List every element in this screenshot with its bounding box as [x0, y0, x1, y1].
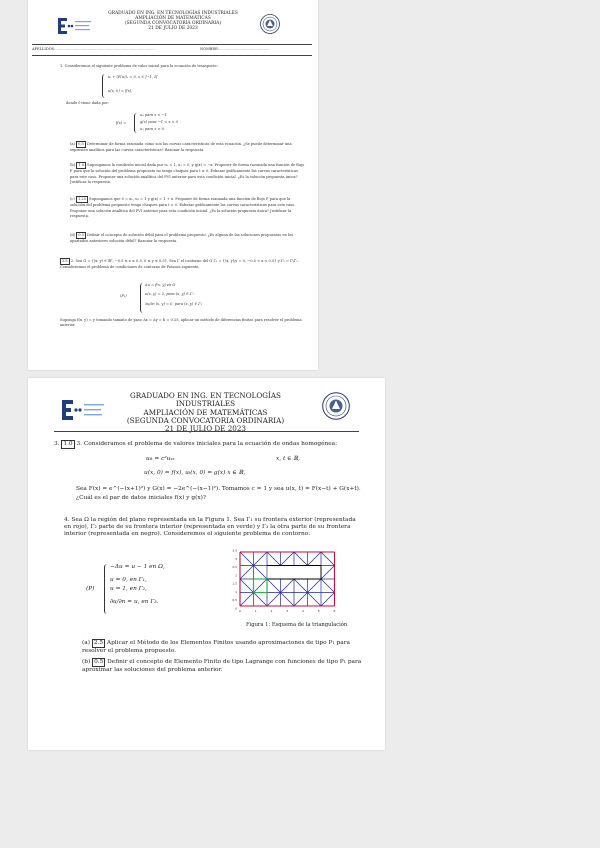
q3-eq-1: uₜₜ = c²uₓₓ	[146, 456, 175, 462]
exam-page-1	[28, 0, 318, 370]
mesh-edge	[321, 566, 335, 580]
x-tick-label: 2	[270, 609, 273, 613]
mesh-edge	[321, 579, 335, 593]
q4-label-P: (P)	[86, 586, 95, 592]
q4a-item: (a) 2.5 Aplicar el Método de los Elementos Finitos usando aproximaciones de tipo P₁ para resolver el problema propuesto.	[82, 640, 350, 655]
q1d-text: Definir el concepto de solución débil para el problema propuesto. ¿Es alguna de las soluciones propuestas en los apartados anteriores solución débil? Razonar la respuesta.	[70, 233, 294, 244]
header-line-2: AMPLIACIÓN DE MATEMÁTICAS	[135, 16, 211, 22]
y-tick-label: 1.5	[232, 581, 237, 586]
header-line-1: GRADUADO EN ING. EN TECNOLOGÍAS INDUSTRIALES	[130, 391, 281, 409]
triangulation-figure	[224, 548, 344, 618]
q1b-item: (b) 1.0 Supongamos la condición inicial dada por u₀ = 1, u₁ = 0, y g(x) = −x. Proponer de forma razonada una función de flujo F para que la solución del problema propuesto no tenga choques para t ≥ 0. Esbozar gráficamente las curvas características para este caso. Proponer una solución analítica del PVI anterior para esta condición inicial. ¿Es la solución propuesta única? Justificar la respuesta.	[70, 163, 305, 185]
y-tick-label: 0	[235, 606, 237, 611]
mesh-edge	[254, 552, 268, 566]
university-seal-icon	[260, 14, 280, 34]
mesh-edge	[321, 593, 335, 607]
q3-eq-1-domain: x, t ∈ ℝ,	[276, 456, 300, 462]
figure-caption: Figura 1: Esquema de la triangulación	[246, 622, 348, 628]
x-tick-label: 0	[239, 609, 241, 613]
university-logo-icon	[62, 400, 110, 420]
mesh-ticks	[232, 549, 335, 614]
q4-eq-2: u = 0, en Γ₁,	[110, 577, 147, 583]
mesh-edge	[308, 593, 322, 607]
mesh-edge	[308, 579, 322, 593]
q4-eq-1: −Δu = u − 1 en Ω,	[110, 564, 165, 570]
y-tick-label: 1	[235, 589, 237, 594]
q1a-item: (a) 0.5 Determinar de forma razonada cómo son las curvas características de esta ecuación. ¿Se puede determinar una expresión analítica para las curvas características? Razonar la respuesta.	[70, 142, 292, 153]
mesh-edge	[267, 579, 281, 593]
mesh-edge	[281, 552, 295, 566]
q1b-score-badge: 1.0	[76, 162, 86, 169]
q2-intro: 2.5 2. Sea Ω = {(x, y) ∈ ℝ², −0.5 ≤ x ≤ 0.5, 0 ≤ y ≤ 0.5}. Sea Γ el contorno del Ω Γ₁ = {(x, y)/y = 0, −0.5 < x < 0.5} y Γ₂ = Γ\Γ₁. Consideremos el problema de condiciones de contorno de Poisson siguiente,	[60, 259, 299, 270]
q3-intro: 3. 1.0 3. Consideramos el problema de valores iniciales para la ecuación de ondas homogénea:	[54, 440, 364, 449]
header-line-2: AMPLIACIÓN DE MATEMÁTICAS	[143, 407, 268, 417]
q1d-item: (d) 0.5 Definir el concepto de solución débil para el problema propuesto. ¿Es alguna de las soluciones propuestas en los apartados anteriores solución débil? Razonar la respuesta.	[70, 233, 294, 244]
x-tick-label: 5	[317, 609, 320, 613]
q2-outro: Suponga f(x, y) = y tomando tamaño de paso Δx = Δy = h = 0.25, aplicar un método de diferencias finitas para resolver el problema anterior.	[60, 318, 302, 328]
header-line-4: 21 DE JULIO DE 2023	[164, 424, 247, 434]
q4-eq-4: ∂u/∂n = u, en Γ₃.	[110, 599, 159, 605]
university-logo-icon	[58, 18, 98, 34]
page2-header	[108, 392, 303, 433]
q1d-score-badge: 0.5	[76, 232, 86, 239]
mesh-edge	[240, 579, 254, 593]
q1-where: donde f viene dada por:	[66, 101, 110, 105]
q2-eq-2: u(x, y) = 2, para (x, y) ∈ Γ₁	[145, 292, 194, 296]
mesh-edge	[240, 566, 254, 580]
q4-intro: 4. Sea Ω la región del plano representada en la Figura 1. Sea Γ₁ su frontera exterior (representada en rojo), Γ₂ parte de su frontera interior (representada en verde) y Γ₃ la otra parte de su frontera interior (representada en negro). Consideremos el siguiente problema de contorno:	[64, 517, 356, 538]
y-tick-label: 0.5	[232, 598, 237, 603]
q4a-text: Aplicar el Método de los Elementos Finitos usando aproximaciones de tipo P₁ para resolver el problema propuesto.	[82, 640, 350, 655]
q1-f-row-2: g(x) para −1 < x < 0	[140, 120, 178, 124]
mesh-edge	[254, 579, 268, 593]
q1a-text: Determinar de forma razonada cómo son las curvas características de esta ecuación. ¿Se puede determinar una expresión analítica para las curvas características? Razonar la respuesta.	[70, 142, 292, 153]
mesh-hole	[267, 566, 320, 579]
q1-f-row-3: u₁ para x > 0	[140, 127, 164, 131]
mesh-edge	[321, 552, 335, 566]
x-tick-label: 6	[333, 609, 336, 613]
mesh-edge	[254, 593, 268, 607]
q3-score-badge: 1.0	[61, 440, 74, 449]
q1b-text: Supongamos la condición inicial dada por u₀ = 1, u₁ = 0, y g(x) = −x. Proponer de forma razonada una función de flujo F para que la solución del problema propuesto no tenga choques para t ≥ 0. Esbozar gráficamente las curvas características para este caso. Proponer una solución analítica del PVI anterior para esta condición inicial. ¿Es la solución propuesta única? Justificar la respuesta.	[70, 163, 305, 185]
q1-f-name: f(x) =	[116, 121, 127, 125]
x-tick-label: 4	[302, 609, 304, 613]
q4b-item: (b) 0.5 Definir el concepto de Elemento Finito de tipo Lagrange con funciones de tipo P₁ para aproximar las soluciones del problema anterior.	[82, 659, 362, 674]
q4b-score-badge: 0.5	[92, 658, 105, 667]
q1-eq-1: uₜ + (F(u))ₓ = 0, x ∈ ]−1, 1[	[108, 75, 158, 79]
mesh-edge	[294, 552, 308, 566]
header-line-1: GRADUADO EN ING. EN TECNOLOGÍAS INDUSTRIALES	[108, 11, 238, 16]
x-tick-label: 3	[286, 609, 289, 613]
mesh-edge	[294, 593, 308, 607]
y-tick-label: 2	[235, 573, 237, 578]
q4b-text: Definir el concepto de Elemento Finito de tipo Lagrange con funciones de tipo P₁ para aproximar las soluciones del problema anterior.	[82, 659, 362, 674]
mesh-edge	[308, 552, 322, 566]
q2-eq-3: ∂u/∂n (x, y) = 0, para (x, y) ∈ Γ₂	[145, 302, 203, 306]
q2-label-P2: (P₂)	[120, 294, 127, 298]
exam-page-2	[28, 378, 385, 750]
mesh-edge	[267, 593, 281, 607]
q3-eq-2: u(x, 0) = f(x), uₜ(x, 0) = g(x) x ∈ ℝ,	[144, 470, 246, 476]
q1a-score-badge: 0.5	[76, 141, 86, 148]
university-seal-icon	[322, 392, 350, 420]
q3-given: Sea F(x) = e^(−(x+1)²) y G(x) = −2e^(−(x−1)²). Tomamos c = 1 y sea u(x, t) = F(x−t) + G(x+t).	[76, 486, 361, 492]
page1-header	[98, 11, 248, 31]
y-tick-label: 2.5	[232, 565, 237, 570]
x-tick-label: 1	[254, 609, 257, 613]
y-tick-label: 3.5	[232, 548, 237, 553]
mesh-edge	[281, 579, 295, 593]
mesh-edge	[294, 579, 308, 593]
q4-eq-3: u = 1, en Γ₂,	[110, 586, 147, 592]
mesh-edge	[240, 552, 254, 566]
q2-score-badge: 2.5	[60, 258, 70, 265]
mesh-edge	[267, 552, 281, 566]
q1c-score-badge: 1.25	[76, 196, 88, 203]
y-tick-label: 3	[235, 556, 237, 561]
q4a-score-badge: 2.5	[92, 639, 105, 648]
q3-question: ¿Cuál es el par de datos iniciales f(x) y g(x)?	[76, 495, 206, 501]
mesh-lines	[240, 552, 335, 606]
q1-f-row-1: u₀ para x < −1	[140, 113, 167, 117]
header-line-3: (SEGUNDA CONVOCATORIA ORDINARIA)	[124, 21, 222, 27]
q1-intro: 1. Consideremos el siguiente problema de valor inicial para la ecuación de transporte:	[60, 64, 218, 68]
mesh-edge	[254, 566, 268, 580]
nombre-field[interactable]: NOMBRE:............................................	[200, 47, 270, 51]
mesh-edge	[281, 593, 295, 607]
q1c-item: (c) 1.25 Supongamos que 0 = u₀, u₁ = 1 y g(x) = 1 + x. Proponer de forma razonada una función de flujo F para que la solución del problema propuesto tenga choques para t > 0. Esbozar gráficamente las curvas características para este caso. Proponer una solución analítica del PVI anterior para esta condición inicial. ¿Es la solución propuesta única? Justificar la respuesta.	[70, 197, 296, 219]
q1c-text: Supongamos que 0 = u₀, u₁ = 1 y g(x) = 1 + x. Proponer de forma razonada una función de flujo F para que la solución del problema propuesto tenga choques para t > 0. Esbozar gráficamente las curvas características para este caso. Proponer una solución analítica del PVI anterior para esta condición inicial. ¿Es la solución propuesta única? Justificar la respuesta.	[70, 197, 296, 219]
header-line-3: (SEGUNDA CONVOCATORIA ORDINARIA)	[126, 415, 285, 425]
q1-eq-2: u(x, 0) = f(x),	[108, 89, 133, 93]
mesh-edge	[240, 593, 254, 607]
q2-eq-1: Δu = f(x, y) en Ω	[145, 283, 176, 287]
header-line-4: 21 DE JULIO DE 2023	[148, 26, 198, 32]
apellidos-field[interactable]: APELLIDOS:.......................................................................................	[32, 47, 155, 51]
